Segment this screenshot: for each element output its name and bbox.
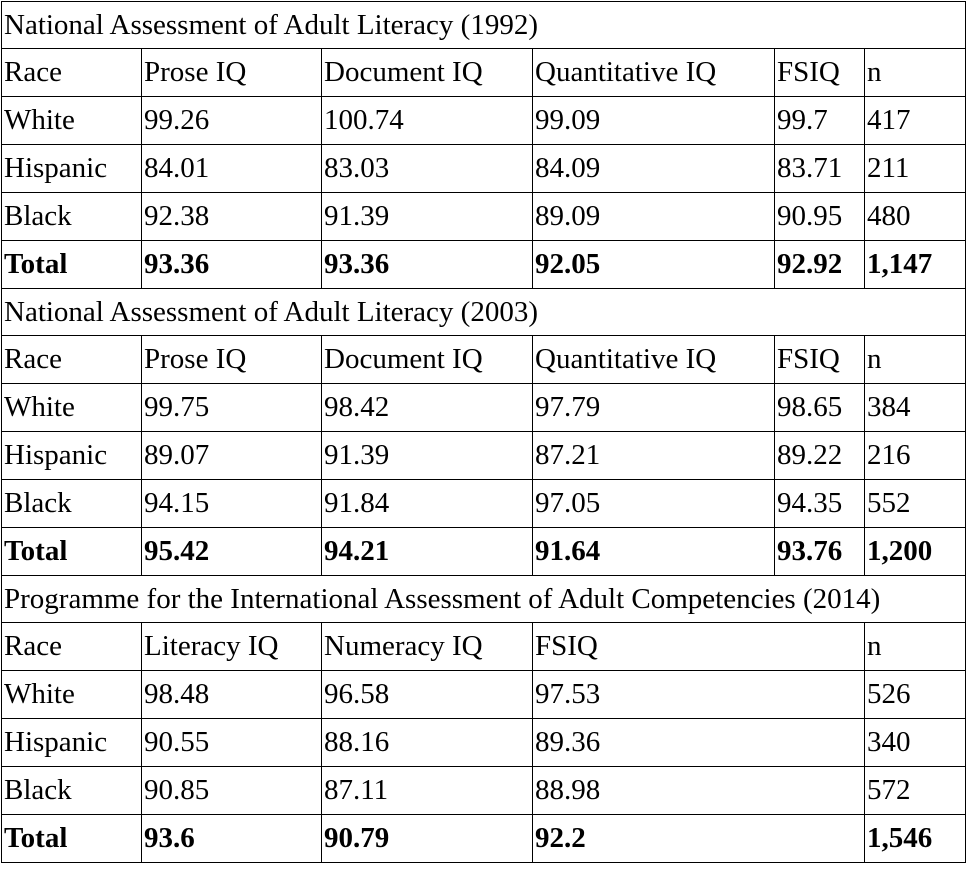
table-cell: Hispanic (2, 719, 142, 767)
table-cell: 99.09 (533, 97, 775, 145)
table-cell: 83.71 (775, 145, 865, 193)
column-header: Race (2, 49, 142, 97)
header-row (2, 49, 966, 97)
table-row (2, 432, 966, 480)
iq-by-race-table (1, 1, 966, 863)
column-header: Prose IQ (142, 49, 322, 97)
table-cell: 552 (865, 480, 966, 528)
table-cell: 87.11 (322, 767, 533, 815)
total-cell: 92.2 (533, 815, 865, 863)
column-header: Document IQ (322, 49, 533, 97)
table-cell: Black (2, 193, 142, 241)
table-cell: 572 (865, 767, 966, 815)
header-row (2, 336, 966, 384)
table-cell: 89.22 (775, 432, 865, 480)
table-cell: 98.48 (142, 671, 322, 719)
column-header: FSIQ (775, 49, 865, 97)
table-cell: 340 (865, 719, 966, 767)
total-cell: 93.76 (775, 528, 865, 576)
column-header: FSIQ (775, 336, 865, 384)
total-cell: 92.05 (533, 241, 775, 289)
table-row (2, 97, 966, 145)
total-cell: 92.92 (775, 241, 865, 289)
table-cell: 96.58 (322, 671, 533, 719)
table-cell: Black (2, 767, 142, 815)
column-header: Prose IQ (142, 336, 322, 384)
table-cell: 89.09 (533, 193, 775, 241)
total-cell: 93.36 (142, 241, 322, 289)
total-cell: 90.79 (322, 815, 533, 863)
table-cell: 98.42 (322, 384, 533, 432)
table-row (2, 384, 966, 432)
total-cell: Total (2, 528, 142, 576)
table-cell: 417 (865, 97, 966, 145)
table-cell: 88.16 (322, 719, 533, 767)
table-row (2, 145, 966, 193)
table-row (2, 480, 966, 528)
table-cell: 84.09 (533, 145, 775, 193)
section-title-row (2, 289, 966, 336)
section-title: National Assessment of Adult Literacy (1992) (2, 2, 966, 49)
column-header: n (865, 623, 966, 671)
total-row (2, 241, 966, 289)
table-row (2, 767, 966, 815)
table-cell: 90.95 (775, 193, 865, 241)
table-cell: 216 (865, 432, 966, 480)
table-cell: 84.01 (142, 145, 322, 193)
table-cell: 99.26 (142, 97, 322, 145)
section-title: Programme for the International Assessment of Adult Competencies (2014) (2, 576, 966, 623)
total-cell: 91.64 (533, 528, 775, 576)
table-row (2, 193, 966, 241)
table-row (2, 719, 966, 767)
total-cell: 94.21 (322, 528, 533, 576)
table-cell: Hispanic (2, 145, 142, 193)
table-cell: 87.21 (533, 432, 775, 480)
table-cell: 90.85 (142, 767, 322, 815)
table-cell: 98.65 (775, 384, 865, 432)
total-cell: 93.36 (322, 241, 533, 289)
table-cell: 92.38 (142, 193, 322, 241)
column-header: Numeracy IQ (322, 623, 533, 671)
column-header: Race (2, 623, 142, 671)
table-cell: 97.53 (533, 671, 865, 719)
column-header: Literacy IQ (142, 623, 322, 671)
total-cell: Total (2, 241, 142, 289)
table-cell: 99.75 (142, 384, 322, 432)
table-cell: White (2, 384, 142, 432)
table-cell: 480 (865, 193, 966, 241)
total-cell: 1,546 (865, 815, 966, 863)
table-cell: Hispanic (2, 432, 142, 480)
section-title-row (2, 576, 966, 623)
table-cell: 83.03 (322, 145, 533, 193)
column-header: Quantitative IQ (533, 49, 775, 97)
total-row (2, 815, 966, 863)
table-cell: 94.15 (142, 480, 322, 528)
header-row (2, 623, 966, 671)
table-cell: 89.36 (533, 719, 865, 767)
table-cell: 97.79 (533, 384, 775, 432)
table-cell: White (2, 97, 142, 145)
table-cell: 100.74 (322, 97, 533, 145)
table-cell: 88.98 (533, 767, 865, 815)
column-header: n (865, 49, 966, 97)
total-cell: 1,147 (865, 241, 966, 289)
table-cell: 91.39 (322, 432, 533, 480)
table-row (2, 671, 966, 719)
table-cell: 91.84 (322, 480, 533, 528)
table-cell: 99.7 (775, 97, 865, 145)
column-header: FSIQ (533, 623, 865, 671)
column-header: Race (2, 336, 142, 384)
table-cell: 94.35 (775, 480, 865, 528)
column-header: Quantitative IQ (533, 336, 775, 384)
total-cell: 1,200 (865, 528, 966, 576)
total-row (2, 528, 966, 576)
column-header: n (865, 336, 966, 384)
table-cell: 97.05 (533, 480, 775, 528)
table-cell: 91.39 (322, 193, 533, 241)
table-cell: 90.55 (142, 719, 322, 767)
total-cell: Total (2, 815, 142, 863)
section-title-row (2, 2, 966, 49)
column-header: Document IQ (322, 336, 533, 384)
total-cell: 93.6 (142, 815, 322, 863)
table-cell: 211 (865, 145, 966, 193)
table-cell: 89.07 (142, 432, 322, 480)
section-title: National Assessment of Adult Literacy (2003) (2, 289, 966, 336)
table-cell: 526 (865, 671, 966, 719)
total-cell: 95.42 (142, 528, 322, 576)
table-cell: Black (2, 480, 142, 528)
table-cell: White (2, 671, 142, 719)
table-cell: 384 (865, 384, 966, 432)
